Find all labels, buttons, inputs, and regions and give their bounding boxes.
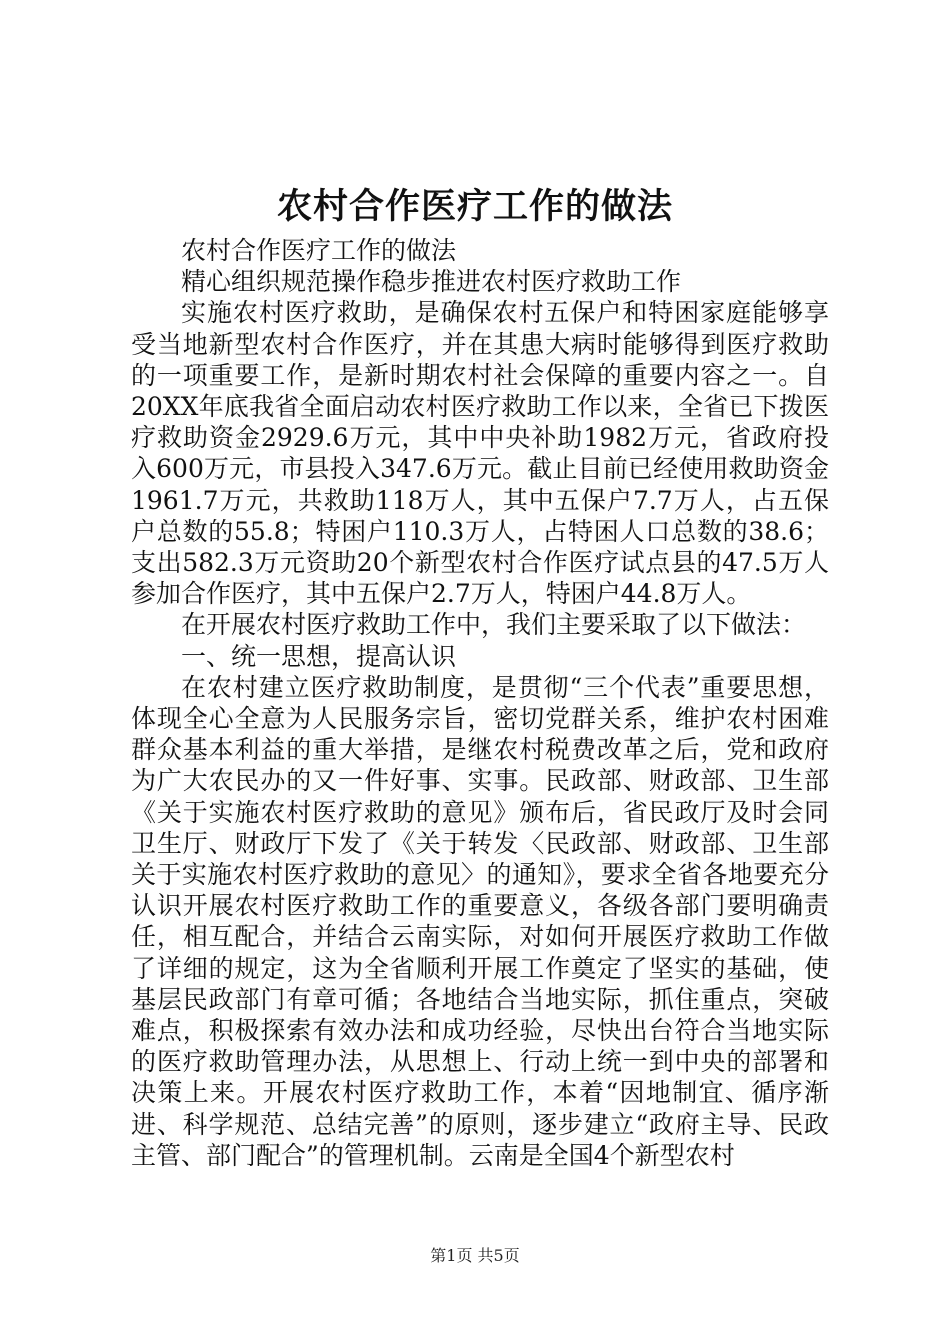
document-title: 农村合作医疗工作的做法 [276,186,673,227]
paragraph-methods-lead: 在开展农村医疗救助工作中，我们主要采取了以下做法： [181,610,807,640]
paragraph-intro: 实施农村医疗救助，是确保农村五保户和特困家庭能够享受当地新型农村合作医疗，并在其患大病时能够得到医疗救助的一项重要工作，是新时期农村社会保障的重要内容之一。自20XX年底我省全面启动农村医疗救助工作以来，全省已下拨医疗救助资金2929.6万元，其中中央补助1982万元，省政府投入600万元，市县投入347.6万元。截止目前已经使用救助资金1961.7万元，共救助118万人，其中五保户7.7万人，占五保户总数的55.8；特困户110.3万人，占特困人口总数的38.6；支出582.3万元资助20个新型农村合作医疗试点县的47.5万人参加合作医疗，其中五保户2.7万人，特困户44.8万人。 [131,298,829,609]
paragraph-heading: 精心组织规范操作稳步推进农村医疗救助工作 [181,267,682,297]
section-heading-1: 一、统一思想，提高认识 [181,641,457,671]
paragraph-subtitle: 农村合作医疗工作的做法 [181,236,457,265]
page-number-footer: 第1页 共5页 [430,1246,520,1265]
paragraph-section-1: 在农村建立医疗救助制度，是贯彻“三个代表”重要思想，体现全心全意为人民服务宗旨，密切党群关系，维护农村困难群众基本利益的重大举措，是继农村税费改革之后，党和政府为广大农民办的又一件好事、实事。民政部、财政部、卫生部《关于实施农村医疗救助的意见》颁布后，省民政厅及时会同卫生厅、财政厅下发了《关于转发〈民政部、财政部、卫生部关于实施农村医疗救助的意见〉的通知》，要求全省各地要充分认识开展农村医疗救助工作的重要意义，各级各部门要明确责任，相互配合，并结合云南实际，对如何开展医疗救助工作做了详细的规定，这为全省顺利开展工作奠定了坚实的基础，使基层民政部门有章可循；各地结合当地实际，抓住重点，突破难点，积极探索有效办法和成功经验，尽快出台符合当地实际的医疗救助管理办法，从思想上、行动上统一到中央的部署和决策上来。开展农村医疗救助工作，本着“因地制宜、循序渐进、科学规范、总结完善”的原则，逐步建立“政府主导、民政主管、部门配合”的管理机制。云南是全国4个新型农村 [131,672,829,1170]
document-body [131,235,829,1171]
